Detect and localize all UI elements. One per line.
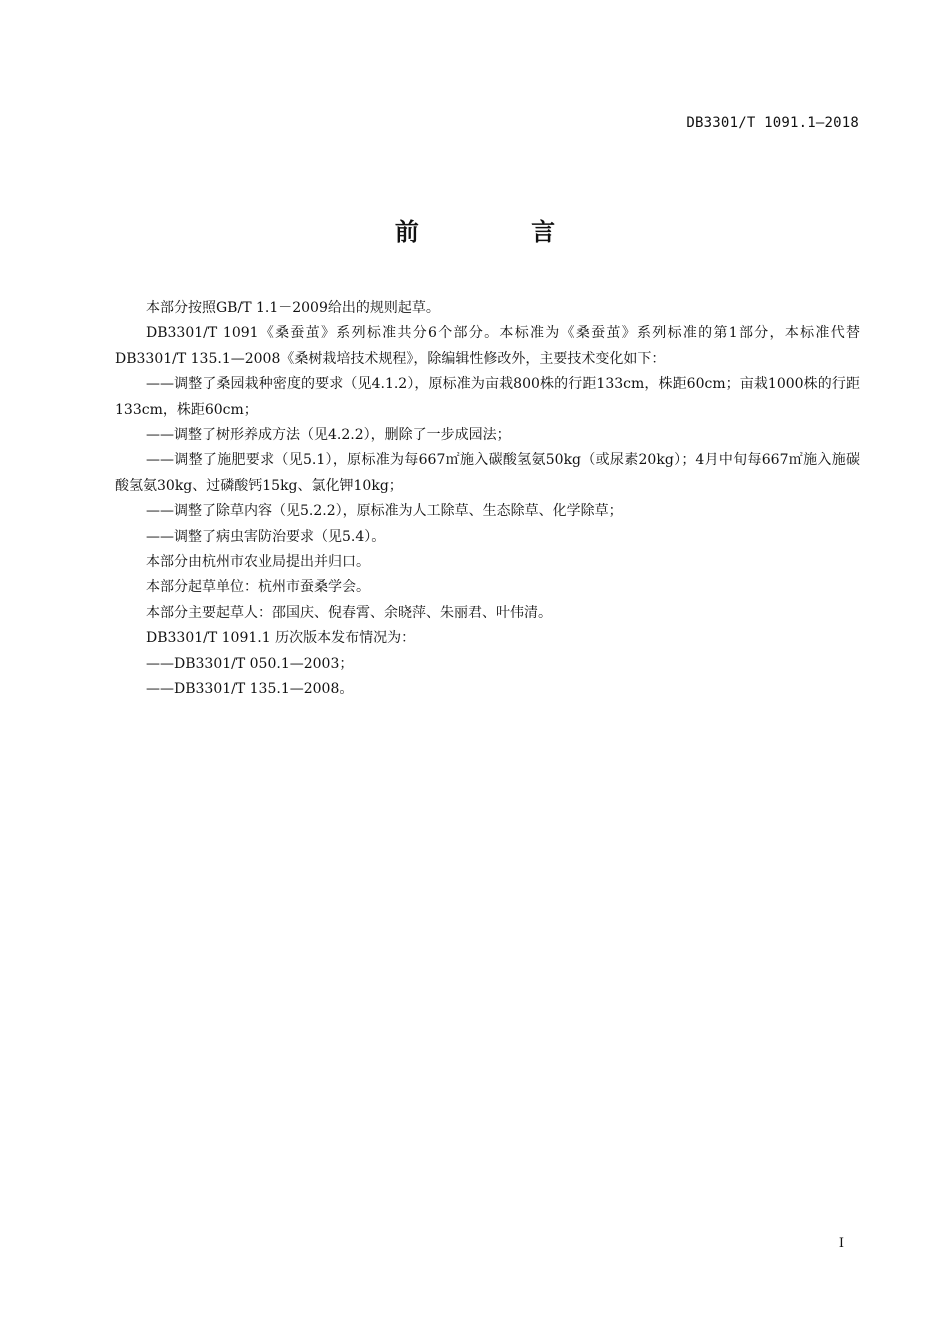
version-item: ——DB3301/T 135.1—2008。 xyxy=(146,681,354,698)
change-item: ——调整了施肥要求（见5.1），原标准为每667㎡施入碳酸氢氨50kg（或尿素20kg）；4月中旬每667㎡施入施碳酸氢氨30kg、过磷酸钙15kg、氯化钾10kg； xyxy=(115,452,860,494)
paragraph: 本部分由杭州市农业局提出并归口。 xyxy=(146,554,370,571)
version-item: ——DB3301/T 050.1—2003； xyxy=(146,655,354,672)
page-number: I xyxy=(838,1236,844,1251)
change-item: ——调整了树形养成方法（见4.2.2），删除了一步成园法； xyxy=(146,427,511,444)
change-item: ——调整了桑园栽种密度的要求（见4.1.2），原标准为亩栽800株的行距133cm，株距60cm；亩栽1000株的行距133cm，株距60cm； xyxy=(115,376,860,418)
document-code: DB3301/T 1091.1—2018 xyxy=(686,115,859,131)
paragraph: 本部分起草单位：杭州市蚕桑学会。 xyxy=(146,579,370,596)
paragraph: DB3301/T 1091.1 历次版本发布情况为： xyxy=(146,630,416,647)
paragraph: 本部分按照GB/T 1.1－2009给出的规则起草。 xyxy=(146,300,440,316)
paragraph: DB3301/T 1091《桑蚕茧》系列标准共分6个部分。本标准为《桑蚕茧》系列标准的第1部分，本标准代替DB3301/T 135.1—2008《桑树栽培技术规程》，除编辑性修改外，主要技术变化如下： xyxy=(115,325,860,367)
change-item: ——调整了病虫害防治要求（见5.4）。 xyxy=(146,528,386,545)
page-title: 前 言 xyxy=(394,218,608,246)
foreword-body xyxy=(115,296,860,703)
paragraph: 本部分主要起草人：邵国庆、倪春霄、余晓萍、朱丽君、叶伟清。 xyxy=(146,604,552,621)
change-item: ——调整了除草内容（见5.2.2），原标准为人工除草、生态除草、化学除草； xyxy=(146,503,623,520)
